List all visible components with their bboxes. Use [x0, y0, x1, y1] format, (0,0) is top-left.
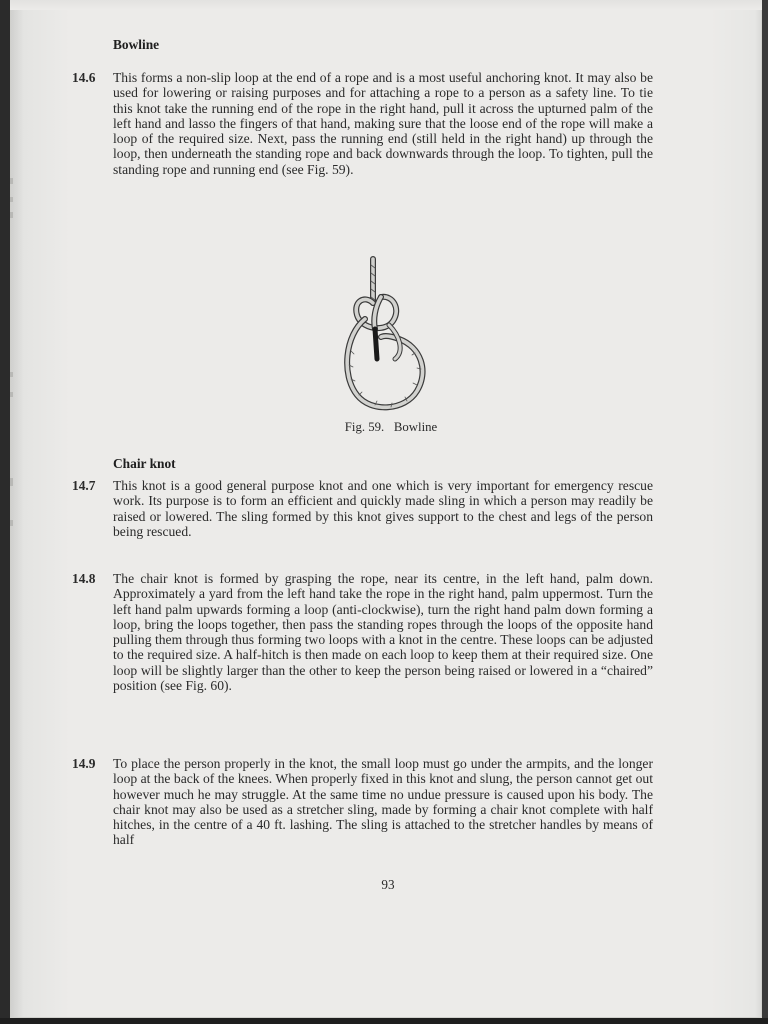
paragraph-text: The chair knot is formed by grasping the rope, near its centre, in the left hand, palm down. Approximately a yard from the left hand take the rope in the right hand, palm uppermost. Turn the left hand palm upwards forming a loop (anti-clockwise), turn the right hand palm down forming a loop, bring the loops together, then pass the standing ropes through the loops of the opposite hand pulling them through thus forming two loops with a knot in the centre. These loops can be adjusted to the required size. A half-hitch is then made on each loop to keep them at their required size. One loop will be slightly larger than the other to keep the person being raised or lowered in a “chaired” position (see Fig. 60). — [113, 571, 653, 694]
figure-caption: Fig. 59. Bowline — [344, 420, 438, 434]
page-number: 93 — [381, 877, 395, 892]
paragraph-number: 14.7 — [72, 478, 96, 493]
paragraph-text: This knot is a good general purpose knot and one which is very important for emergency rescue work. Its purpose is to form an efficient and quickly made sling in which a person may readily be raised or lowered. The sling formed by this knot gives support to the chest and legs of the person being rescued. — [113, 478, 653, 539]
page-top-shade — [10, 0, 762, 10]
section-heading-bowline: Bowline — [113, 37, 160, 52]
paragraph-text: This forms a non-slip loop at the end of a rope and is a most useful anchoring knot. It may also be used for lowering or raising purposes and for attaching a rope to a person as a safety line. To tie this knot take the running end of the rope in the right hand, pull it across the upturned palm of the left hand and lasso the fingers of that hand, making sure that the loose end of the rope will make a loop of the required size. Next, pass the running end (still held in the right hand) up through the loop, then underneath the standing rope and back downwards through the loop. To tighten, pull the standing rope and running end (see Fig. 59). — [113, 70, 653, 177]
margin-mark — [10, 212, 13, 218]
margin-mark — [10, 478, 13, 486]
paragraph-number: 14.6 — [72, 70, 96, 85]
margin-mark — [10, 392, 13, 397]
margin-mark — [10, 372, 13, 377]
section-heading-chair-knot: Chair knot — [113, 456, 176, 471]
paragraph-number: 14.9 — [72, 756, 96, 771]
bowline-knot-illustration — [335, 255, 435, 415]
paragraph-text: To place the person properly in the knot, the small loop must go under the armpits, and the longer loop at the back of the knees. When properly fixed in this knot and slung, the person cannot get out however much he may struggle. At the same time no undue pressure is caused upon his body. The chair knot may also be used as a stretcher sling, made by forming a chair knot complete with half hitches, in the centre of a 40 ft. lashing. The sling is attached to the stretcher handles by means of half — [113, 756, 653, 848]
margin-mark — [10, 178, 13, 184]
book-page — [10, 0, 762, 1018]
margin-mark — [10, 197, 13, 202]
paragraph-number: 14.8 — [72, 571, 96, 586]
scan-edge-right — [762, 0, 768, 1024]
margin-mark — [10, 520, 13, 526]
scan-edge-bottom — [0, 1018, 768, 1024]
